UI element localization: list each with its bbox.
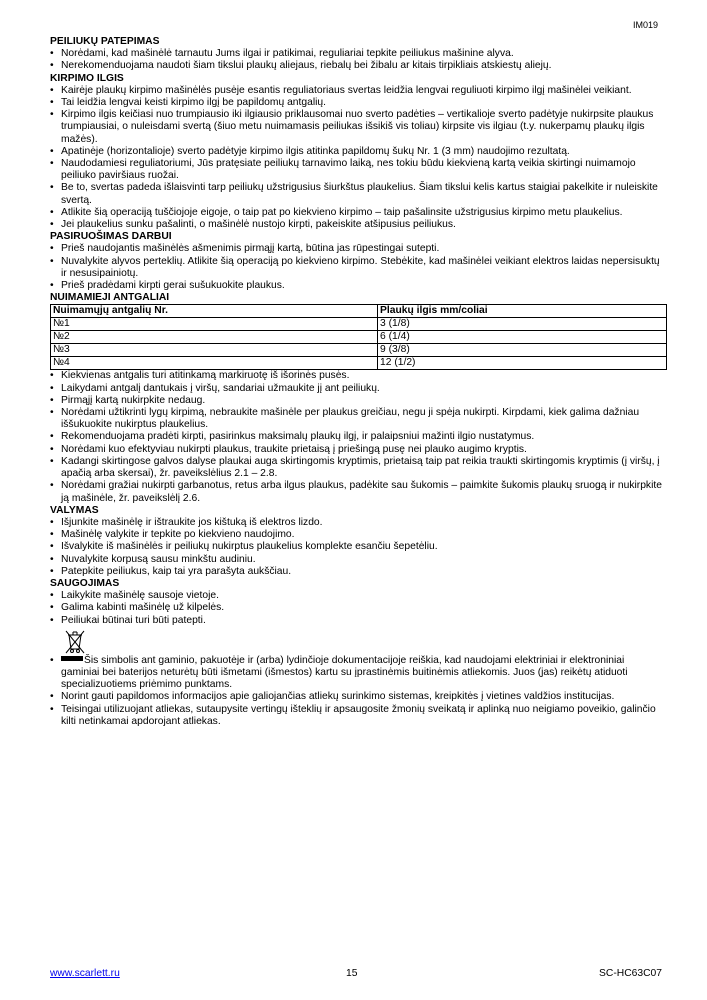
bullet-list [50,517,662,578]
list-item: • Laikykite mašinėlę sausoje vietoje. [50,590,662,602]
list-item: • Prieš pradėdami kirpti gerai sušukuokite plaukus. [50,280,662,292]
bullet-list [50,243,662,292]
list-item-text: Šis simbolis ant gaminio, pakuotėje ir (arba) lydinčioje dokumentacijoje reiškia, kad naudojami elektriniai ir elektroniniai gaminiai bei baterijos neturėtų būti išmetami (išmestos) kartu su įprastinėmis buitinėmis atliekomis. Juos (jas) reikėtų atiduoti specializuotiems priėmimo punktams. [61,654,628,691]
table-row [51,344,667,357]
section-title: SAUGOJIMAS [50,577,120,589]
list-item: • Patepkite peiliukus, kaip tai yra parašyta aukščiau. [50,566,662,578]
attachments-table [50,304,667,370]
list-item: • Norėdami kuo efektyviau nukirpti plaukus, traukite prietaisą į priešingą pusę nei plauko augimo kryptis. [50,444,662,456]
document-code: IM019 [632,20,658,30]
list-item: • Peiliukai būtinai turi būti patepti. [50,615,662,627]
list-item: • Apatinėje (horizontalioje) sverto padėtyje kirpimo ilgis atitinka papildomų šukų Nr. 1 (3 mm) naudojimo rezultatą. [50,146,662,158]
table-cell: №3 [51,344,378,357]
list-item: • Rekomenduojama pradėti kirpti, pasirinkus maksimalų plaukų ilgį, ir palaipsniui mažinti ilgio nustatymus. [50,431,662,443]
list-item: • Pirmąjį kartą nukirpkite nedaug. [50,395,662,407]
table-header-cell: Plaukų ilgis mm/coliai [378,305,667,318]
list-item: • Kiekvienas antgalis turi atitinkamą markiruotę iš išorinės pusės. [50,370,662,382]
list-item: • Prieš naudojantis mašinėlės ašmenimis pirmąjį kartą, būtina jas rūpestingai sutepti. [50,243,662,255]
list-item: • Tai leidžia lengvai keisti kirpimo ilgį be papildomų antgalių. [50,97,662,109]
bin-bar-icon [61,656,83,661]
list-item: • Mašinėlę valykite ir tepkite po kiekvieno naudojimo. [50,529,662,541]
table-cell: 6 (1/4) [378,331,667,344]
table-cell: №4 [51,357,378,370]
section-title: VALYMAS [50,504,99,516]
sections-top [50,36,662,292]
list-item: • Išvalykite iš mašinėlės ir peiliukų nukirptus plaukelius komplekte esančiu šepetėliu. [50,541,662,553]
list-item: • Kirpimo ilgis keičiasi nuo trumpiausio iki ilgiausio priklausomai nuo sverto padėties – vertikalioje sverto padėtyje nukirpsite plaukus trumpiausiai, o nuleisdami svertą (šiuo metu nuimamasis peiliukas išsikiš vis toliau) kirpsite vis ilgiau (t.y. nukerpamų plaukų ilgis mažės). [50,109,662,146]
list-item-text: Norint gauti papildomos informacijos apie galiojančias atliekų surinkimo sistemas, kreipkitės į vietines valdžios institucijas. [61,691,615,703]
bullet-list [50,85,662,231]
list-item [50,691,662,703]
table-row [51,357,667,370]
list-item-text: Teisingai utilizuojant atliekas, sutaupysite vertingų išteklių ir apsaugosite žmonių sveikatą ir aplinką nuo neigiamo poveikio, galinčio kilti netinkamai apdorojant atliekas. [61,703,656,727]
table-cell: 9 (3/8) [378,344,667,357]
table-row [51,331,667,344]
disposal-section [50,629,662,728]
table-row [51,318,667,331]
website-link[interactable]: www.scarlett.ru [50,968,120,979]
section-title: PASIRUOŠIMAS DARBUI [50,231,172,243]
disposal-list [50,655,662,728]
table-header-row [51,305,667,318]
list-item: • Nuvalykite alyvos perteklių. Atlikite šią operaciją po kiekvieno kirpimo. Stebėkite, kad mašinėlei veikiant elektros laidas nepersisuktų ir nesusipainiotų. [50,256,662,280]
table-cell: №2 [51,331,378,344]
model-number: SC-HC63C07 [599,968,662,979]
list-item: • Atlikite šią operaciją tuščiojoje eigoje, o taip pat po kiekvieno kirpimo – taip pašalinsite užstrigusius kirpimo metu plaukelius. [50,207,662,219]
table-cell: 12 (1/2) [378,357,667,370]
list-item: • Išjunkite mašinėlę ir ištraukite jos kištuką iš elektros lizdo. [50,517,662,529]
list-item: • Norėdami gražiai nukirpti garbanotus, retus arba ilgus plaukus, padėkite sau šukomis – paimkite šukomis plaukų sruogą ir nukirpkite ją mašinėle, žr. paveikslėlį 2.6. [50,480,662,504]
list-item: • Laikydami antgalį dantukais į viršų, sandariai užmaukite jį ant peiliukų. [50,383,662,395]
list-item: • Norėdami užtikrinti lygų kirpimą, nebraukite mašinėle per plaukus greičiau, negu ji spėja nukirpti. Kirpdami, kiek galima dažniau iššukuokite nukirptus plaukelius. [50,407,662,431]
table-header-cell: Nuimamųjų antgalių Nr. [51,305,378,318]
list-item: • Kadangi skirtingose galvos dalyse plaukai auga skirtingomis kryptimis, prietaisą taip pat reikia traukti skirtingomis kryptimis (į viršų, į apačią arba skersai), žr. paveikslėlius 2.1 – 2.8. [50,456,662,480]
list-item: • Norėdami, kad mašinėlė tarnautu Jums ilgai ir patikimai, reguliariai tepkite peiliukus mašinine alyva. [50,48,662,60]
crossed-out-bin-icon [64,629,86,655]
attachments-list [50,370,662,504]
list-item: • Galima kabinti mašinėlę už kilpelės. [50,602,662,614]
page-number: 15 [346,968,358,979]
list-item: • Kairėje plaukų kirpimo mašinėlės pusėje esantis reguliatoriaus svertas leidžia lengvai reguliuoti kirpimo ilgį mašinėlei veikiant. [50,85,662,97]
list-item [50,655,662,692]
list-item: • Jei plaukelius sunku pašalinti, o mašinėlė nustojo kirpti, pakeiskite atšipusius peiliukus. [50,219,662,231]
list-item [50,704,662,728]
bullet-list [50,590,662,627]
list-item: • Naudodamiesi reguliatoriumi, Jūs pratęsiate peiliukų tarnavimo laiką, nes tokiu būdu kiekvieną kartą veikia skirtingi nuimamojo peiliuko paviršiaus ruožai. [50,158,662,182]
attachments-title: NUIMAMIEJI ANTGALIAI [50,292,170,304]
content [50,36,662,728]
list-item: • Nerekomenduojama naudoti šiam tikslui plaukų aliejaus, riebalų bei žibalu ar kitais tirpikliais atskiestų aliejų. [50,60,662,72]
sections-bottom [50,505,662,627]
list-item: • Nuvalykite korpusą sausu minkštu audiniu. [50,554,662,566]
section-title: KIRPIMO ILGIS [50,72,124,84]
table-cell: 3 (1/8) [378,318,667,331]
section-title: PEILIUKŲ PATEPIMAS [50,36,160,47]
bullet-list [50,48,662,72]
list-item: • Be to, svertas padeda išlaisvinti tarp peiliukų užstrigusius šiurkštus plaukelius. Šiam tikslui kelis kartus staigiai pakelkite ir nuleiskite svertą. [50,182,662,206]
table-cell: №1 [51,318,378,331]
